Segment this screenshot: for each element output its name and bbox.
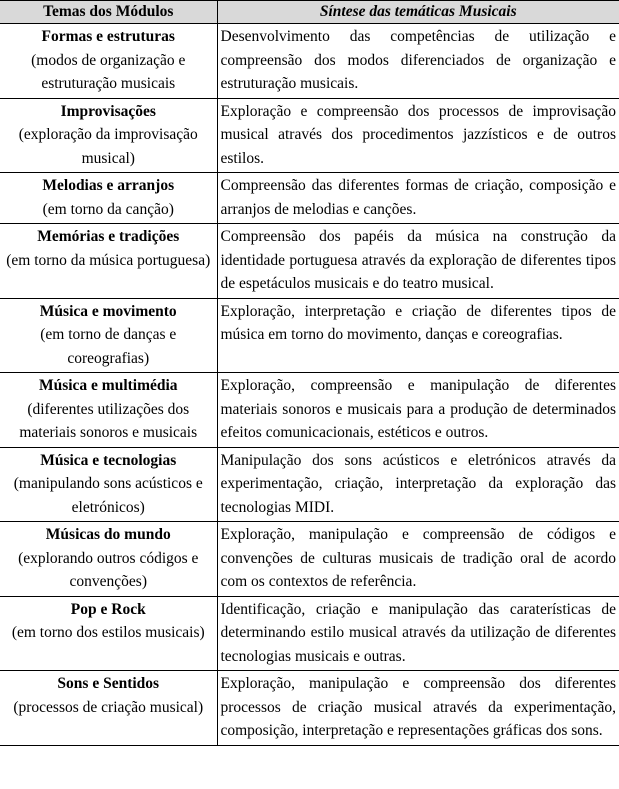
- table-row: [0, 24, 619, 99]
- module-title: Improvisações: [60, 102, 156, 120]
- module-subtitle: (em torno da música portuguesa): [6, 251, 211, 269]
- module-cell: [0, 98, 217, 173]
- module-title: Melodias e arranjos: [42, 177, 175, 194]
- table-row: [0, 522, 619, 597]
- module-subtitle: (em torno dos estilos musicais): [11, 624, 205, 641]
- module-title: Música e tecnologias: [40, 451, 177, 469]
- module-title: Pop e Rock: [70, 600, 146, 618]
- module-title: Memórias e tradições: [37, 228, 180, 245]
- module-cell: [0, 173, 217, 224]
- module-title: Sons e Sentidos: [57, 675, 160, 692]
- module-subtitle: (diferentes utilizações dos materiais sonoros e musicais: [19, 400, 198, 441]
- module-cell: [0, 224, 217, 299]
- module-title: Músicas do mundo: [45, 526, 171, 543]
- module-cell: [0, 447, 217, 522]
- module-subtitle: (em torno da canção): [42, 200, 174, 218]
- table-row: [0, 298, 619, 373]
- table-row: [0, 447, 619, 522]
- module-cell: [0, 522, 217, 597]
- table-row: [0, 373, 619, 448]
- module-subtitle: (em torno de danças e coreografias): [40, 326, 177, 367]
- header-row: [0, 1, 619, 24]
- module-description: Exploração e compreensão dos processos de improvisação musical através dos procedimentos jazzísticos e de outros estilos.: [217, 98, 619, 173]
- module-description: Manipulação dos sons acústicos e eletrónicos através da experimentação, criação, interpretação da exploração das tecnologias MIDI.: [217, 447, 619, 522]
- header-synthesis: Síntese das temáticas Musicais: [217, 1, 619, 24]
- table-row: [0, 596, 619, 671]
- module-subtitle: (modos de organização e estruturação musicais: [31, 51, 186, 92]
- module-subtitle: (manipulando sons acústicos e eletrónicos): [13, 475, 203, 516]
- module-description: Exploração, interpretação e criação de diferentes tipos de música em torno do movimento, danças e coreografias.: [217, 298, 619, 373]
- module-subtitle: (explorando outros códigos e convenções): [18, 549, 199, 590]
- module-description: Identificação, criação e manipulação das caraterísticas de determinando estilo musical através da utilização de diferentes tecnologias musicais e outras.: [217, 596, 619, 671]
- module-description: Exploração, compreensão e manipulação de diferentes materiais sonoros e musicais para a produção de determinados efeitos comunicacionais, estéticos e outros.: [217, 373, 619, 448]
- module-cell: [0, 298, 217, 373]
- table-row: [0, 173, 619, 224]
- module-title: Música e movimento: [39, 302, 177, 320]
- module-description: Exploração, manipulação e compreensão dos diferentes processos de criação musical através da experimentação, composição, interpretação e representações gráficas dos sons.: [217, 671, 619, 746]
- module-subtitle: (exploração da improvisação musical): [18, 126, 198, 167]
- module-description: Desenvolvimento das competências de utilização e compreensão dos modos diferenciados de organização e estruturação musicais.: [217, 24, 619, 99]
- table-row: [0, 98, 619, 173]
- module-description: Compreensão das diferentes formas de criação, composição e arranjos de melodias e canções.: [217, 173, 619, 224]
- header-modules: Temas dos Módulos: [0, 1, 217, 24]
- module-title: Formas e estruturas: [41, 28, 175, 45]
- module-title: Música e multimédia: [38, 377, 178, 394]
- module-cell: [0, 373, 217, 448]
- module-cell: [0, 596, 217, 671]
- table-row: [0, 671, 619, 746]
- module-cell: [0, 671, 217, 746]
- module-subtitle: (processos de criação musical): [13, 698, 204, 716]
- module-description: Exploração, manipulação e compreensão de códigos e convenções de culturas musicais de tradição oral de acordo com os contextos de referência.: [217, 522, 619, 597]
- module-description: Compreensão dos papéis da música na construção da identidade portuguesa através da exploração de diferentes tipos de espetáculos musicais e do teatro musical.: [217, 224, 619, 299]
- table-row: [0, 224, 619, 299]
- module-cell: [0, 24, 217, 99]
